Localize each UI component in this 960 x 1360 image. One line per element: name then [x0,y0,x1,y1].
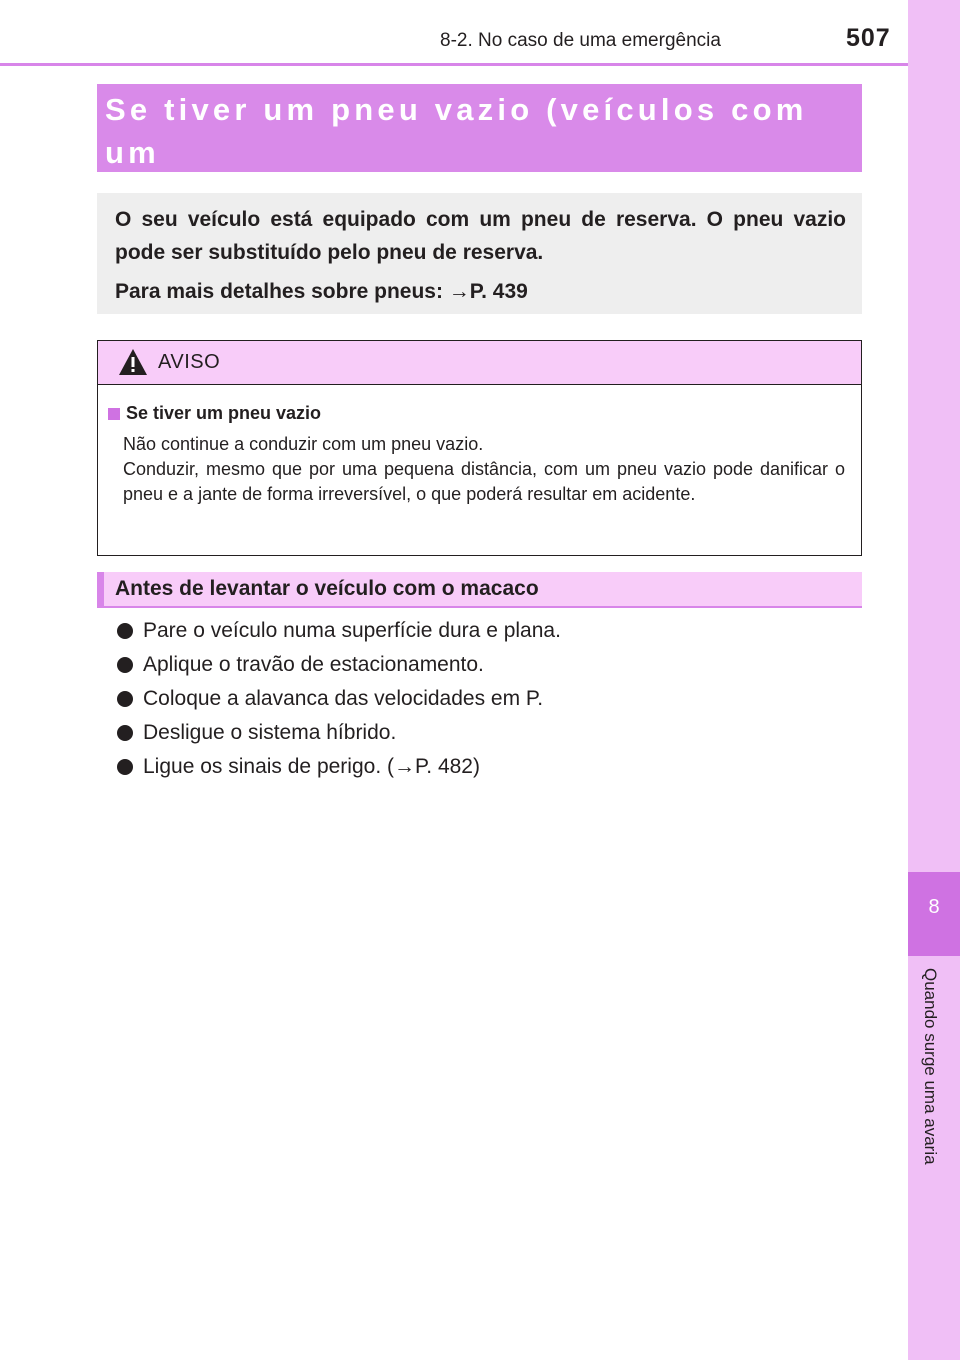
page-number: 507 [846,24,891,52]
warning-subtitle-row [108,403,845,424]
list-item [117,614,561,648]
warning-title: AVISO [158,351,221,373]
intro-page-reference[interactable]: Para mais detalhes sobre pneus: →P. 439 [115,280,528,303]
square-bullet-icon [108,408,120,420]
list-item-text: Aplique o travão de estacionamento. [143,653,484,676]
header-rule [0,63,908,66]
header-section-title: 8-2. No caso de uma emergência [440,30,721,51]
warning-text-line-1: Não continue a conduzir com um pneu vazio. [123,434,484,454]
bullet-dot-icon [117,657,133,673]
bullet-list [117,614,561,784]
warning-box [97,340,862,556]
warning-text [123,432,845,507]
bullet-dot-icon [117,691,133,707]
side-chapter-number: 8 [928,896,940,918]
bullet-dot-icon [117,725,133,741]
list-item-text[interactable]: Ligue os sinais de perigo. (→P. 482) [143,755,480,778]
side-chapter-label: Quando surge uma avaria [921,968,940,1165]
page-title-box [97,84,862,172]
list-item-text: Coloque a alavanca das velocidades em P. [143,687,544,710]
list-item [117,682,561,716]
bullet-dot-icon [117,759,133,775]
bullet-dot-icon [117,623,133,639]
intro-box [97,193,862,314]
warning-subtitle: Se tiver um pneu vazio [126,403,322,423]
intro-paragraph: O seu veículo está equipado com um pneu de reserva. O pneu vazio pode ser substituído pelo pneu de reserva. [115,208,846,264]
page-title-line-1: Se tiver um pneu vazio (veículos com um [105,92,808,170]
list-item-text: Pare o veículo numa superfície dura e plana. [143,619,561,642]
list-item [117,716,561,750]
warning-text-line-2: Conduzir, mesmo que por uma pequena distância, com um pneu vazio pode danificar o pneu e a jante de forma irreversível, o que poderá resultar em acidente. [123,459,845,504]
warning-header [98,341,861,385]
list-item-text: Desligue o sistema híbrido. [143,721,397,744]
warning-body [98,385,861,507]
list-item [117,750,561,784]
section-heading: Antes de levantar o veículo com o macaco [97,572,862,608]
warning-triangle-icon [118,348,148,376]
list-item [117,648,561,682]
